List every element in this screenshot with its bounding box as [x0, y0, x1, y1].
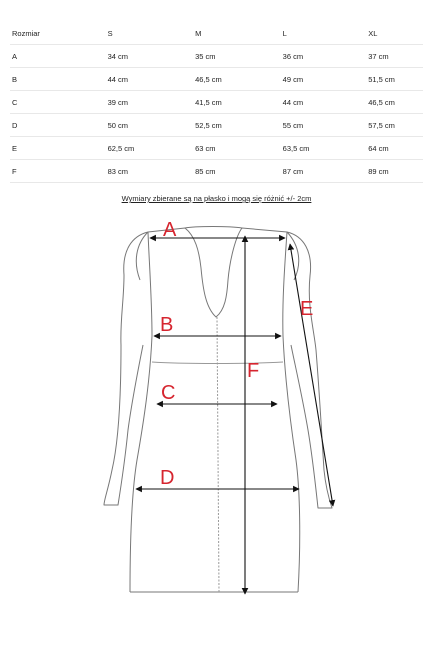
cell-l: 36 cm: [283, 45, 369, 68]
header-l: L: [283, 22, 369, 45]
label-a: A: [163, 219, 177, 241]
cell-s: 83 cm: [108, 160, 196, 183]
table-row: [10, 137, 423, 160]
row-label: F: [10, 160, 108, 183]
cell-s: 39 cm: [108, 91, 196, 114]
label-b: B: [160, 314, 174, 336]
row-label: D: [10, 114, 108, 137]
cell-l: 44 cm: [283, 91, 369, 114]
neckline-outline: [148, 228, 287, 317]
cell-m: 63 cm: [195, 137, 283, 160]
table-row: [10, 114, 423, 137]
cell-l: 55 cm: [283, 114, 369, 137]
size-table: [10, 22, 423, 183]
cell-m: 85 cm: [195, 160, 283, 183]
table-row: [10, 91, 423, 114]
left-sleeve-outline: [104, 232, 148, 505]
row-label: B: [10, 68, 108, 91]
measurement-labels: [160, 219, 313, 489]
cell-xl: 57,5 cm: [368, 114, 423, 137]
cell-l: 63,5 cm: [283, 137, 369, 160]
table-row: [10, 160, 423, 183]
measurement-arrows: [136, 236, 333, 594]
cell-xl: 64 cm: [368, 137, 423, 160]
label-f: F: [247, 360, 260, 382]
cell-xl: 37 cm: [368, 45, 423, 68]
cell-m: 35 cm: [195, 45, 283, 68]
center-seam: [217, 317, 219, 592]
label-d: D: [160, 467, 175, 489]
table-row: [10, 45, 423, 68]
cell-xl: 89 cm: [368, 160, 423, 183]
cell-s: 34 cm: [108, 45, 196, 68]
right-sleeve-outline: [287, 232, 332, 508]
cell-m: 46,5 cm: [195, 68, 283, 91]
cell-s: 50 cm: [108, 114, 196, 137]
cell-xl: 46,5 cm: [368, 91, 423, 114]
label-c: C: [161, 382, 176, 404]
cell-l: 87 cm: [283, 160, 369, 183]
row-label: C: [10, 91, 108, 114]
label-e: E: [300, 298, 314, 320]
row-label: E: [10, 137, 108, 160]
cell-s: 62,5 cm: [108, 137, 196, 160]
header-xl: XL: [368, 22, 423, 45]
header-m: M: [195, 22, 283, 45]
row-label: A: [10, 45, 108, 68]
cell-s: 44 cm: [108, 68, 196, 91]
cell-m: 41,5 cm: [195, 91, 283, 114]
table-row: [10, 68, 423, 91]
cell-l: 49 cm: [283, 68, 369, 91]
header-size: Rozmiar: [10, 22, 108, 45]
dress-measurement-diagram: [0, 200, 433, 610]
header-s: S: [108, 22, 196, 45]
dress-outline: [104, 227, 332, 593]
cell-m: 52,5 cm: [195, 114, 283, 137]
table-header-row: [10, 22, 423, 45]
cell-xl: 51,5 cm: [368, 68, 423, 91]
measurement-note: Wymiary zbierane są na płasko i mogą się różnić +/- 2cm: [121, 194, 312, 203]
left-body-outline: [130, 232, 152, 592]
